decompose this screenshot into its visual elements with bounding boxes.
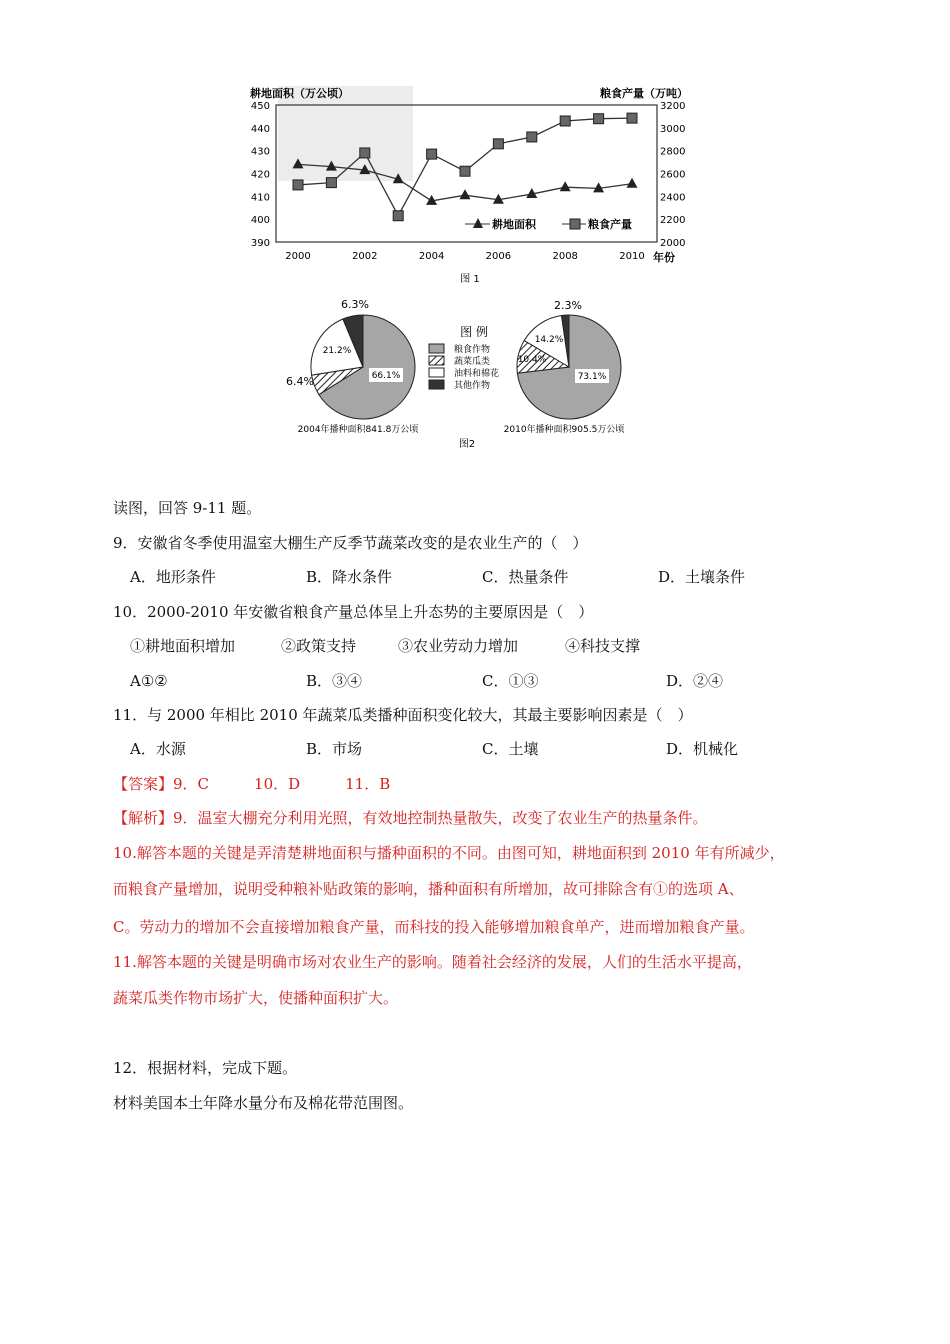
q9-option-c: C．热量条件 <box>482 568 569 586</box>
left-axis-title: 耕地面积（万公顷） <box>250 87 349 100</box>
right-tick-label: 3000 <box>660 123 686 135</box>
slice-label: 10.4% <box>517 355 547 365</box>
right-tick-label: 2600 <box>660 169 686 181</box>
slice-label: 2.3% <box>554 299 582 312</box>
legend-swatch <box>429 368 444 377</box>
legend-swatch <box>429 344 444 353</box>
q11-option-c: C．土壤 <box>482 740 539 758</box>
q10-option-c: C．①③ <box>482 672 539 690</box>
answer: 【答案】9．C 10．D 11．B <box>113 775 391 793</box>
x-tick-label: 2008 <box>552 251 578 262</box>
pie-caption: 2010年播种面积905.5万公顷 <box>503 425 625 435</box>
pie-caption: 2004年播种面积841.8万公顷 <box>297 425 419 435</box>
right-tick-label: 2800 <box>660 146 686 158</box>
question-9: 9．安徽省冬季使用温室大棚生产反季节蔬菜改变的是农业生产的（ ） <box>113 534 588 552</box>
legend-label: 其他作物 <box>454 381 491 391</box>
triangle-marker <box>460 189 471 199</box>
question-10: 10．2000-2010 年安徽省粮食产量总体呈上升态势的主要原因是（ ） <box>113 603 594 621</box>
legend-label: 粮食作物 <box>454 345 491 355</box>
analysis-10-line2: 而粮食产量增加，说明受种粮补贴政策的影响，播种面积有所增加，故可排除含有①的选项 A、 <box>113 880 744 898</box>
right-tick-label: 3200 <box>660 101 686 112</box>
q10-item-2: ②政策支持 <box>281 637 357 655</box>
pie-charts <box>286 298 624 450</box>
x-axis-title: 年份 <box>653 251 675 264</box>
square-marker <box>427 149 437 159</box>
legend-swatch <box>429 356 444 365</box>
x-tick-label: 2004 <box>418 251 445 262</box>
right-tick-label: 2200 <box>660 215 686 227</box>
right-tick-label: 2400 <box>660 192 686 204</box>
q10-option-d: D．②④ <box>666 672 724 690</box>
legend-title: 图 例 <box>460 325 488 339</box>
slice-label: 73.1% <box>577 372 607 382</box>
legend-square-icon <box>570 219 580 229</box>
line-chart <box>250 86 688 285</box>
figure-2-caption: 图2 <box>458 439 476 450</box>
left-tick-label: 450 <box>250 101 270 112</box>
right-tick-label: 2000 <box>660 238 686 249</box>
square-marker <box>560 116 570 126</box>
slice-label: 6.3% <box>341 298 369 311</box>
slice-label: 6.4% <box>286 375 314 388</box>
slice-label: 66.1% <box>371 371 401 381</box>
analysis-9: 【解析】9．温室大棚充分利用光照，有效地控制热量散失，改变了农业生产的热量条件。 <box>113 809 708 827</box>
legend-triangle-icon <box>473 218 483 228</box>
q10-item-3: ③农业劳动力增加 <box>398 637 519 655</box>
slice-label: 14.2% <box>534 335 564 345</box>
square-marker <box>393 211 403 221</box>
square-marker <box>527 132 537 142</box>
square-marker <box>594 114 604 124</box>
material: 材料美国本土年降水量分布及棉花带范围图。 <box>113 1094 414 1112</box>
q10-item-4: ④科技支撑 <box>565 637 641 655</box>
square-marker <box>293 180 303 190</box>
legend-label: 粮食产量 <box>588 218 632 231</box>
question-11: 11．与 2000 年相比 2010 年蔬菜瓜类播种面积变化较大，其最主要影响因素是（ ） <box>113 706 693 724</box>
q11-option-d: D．机械化 <box>666 740 739 758</box>
q10-option-a: A①② <box>130 672 168 690</box>
left-tick-label: 390 <box>250 238 270 249</box>
legend-swatch <box>429 380 444 389</box>
x-tick-label: 2000 <box>285 251 311 262</box>
square-marker <box>360 148 370 158</box>
left-tick-label: 410 <box>250 192 270 204</box>
legend-label: 油料和棉花 <box>454 369 500 379</box>
slice-label: 21.2% <box>322 346 352 356</box>
square-marker <box>460 166 470 176</box>
analysis-11-line1: 11.解答本题的关键是明确市场对农业生产的影响。随着社会经济的发展，人们的生活水平提高， <box>113 953 752 971</box>
square-marker <box>326 178 336 188</box>
square-marker <box>493 139 503 149</box>
left-tick-label: 430 <box>250 146 270 158</box>
legend-label: 耕地面积 <box>492 218 536 231</box>
q9-option-d: D．土壤条件 <box>658 568 746 586</box>
triangle-marker <box>627 178 638 188</box>
q9-option-a: A．地形条件 <box>130 568 216 586</box>
analysis-10-line3: C。劳动力的增加不会直接增加粮食产量，而科技的投入能够增加粮食单产，进而增加粮食产量。 <box>113 918 755 936</box>
left-tick-label: 420 <box>250 169 270 181</box>
analysis-10-line1: 10.解答本题的关键是弄清楚耕地面积与播种面积的不同。由图可知，耕地面积到 2010 年有所减少， <box>113 844 785 862</box>
left-tick-label: 440 <box>250 123 270 135</box>
legend-label: 蔬菜瓜类 <box>454 357 491 367</box>
intro: 读图，回答 9-11 题。 <box>113 499 262 517</box>
q10-item-1: ①耕地面积增加 <box>130 637 236 655</box>
x-tick-label: 2010 <box>619 251 645 262</box>
analysis-11-line2: 蔬菜瓜类作物市场扩大，使播种面积扩大。 <box>113 989 399 1007</box>
q10-option-b: B．③④ <box>306 672 363 690</box>
left-tick-label: 400 <box>250 215 270 227</box>
square-marker <box>627 113 637 123</box>
triangle-marker <box>560 181 571 191</box>
x-tick-label: 2002 <box>352 251 378 262</box>
right-axis-title: 粮食产量（万吨） <box>600 87 688 100</box>
q11-option-a: A．水源 <box>130 740 186 758</box>
x-tick-label: 2006 <box>485 251 512 262</box>
figures <box>0 0 950 460</box>
q11-option-b: B．市场 <box>306 740 363 758</box>
question-12: 12．根据材料，完成下题。 <box>113 1059 298 1077</box>
q9-option-b: B．降水条件 <box>306 568 393 586</box>
figure-1-caption: 图 1 <box>460 274 480 285</box>
